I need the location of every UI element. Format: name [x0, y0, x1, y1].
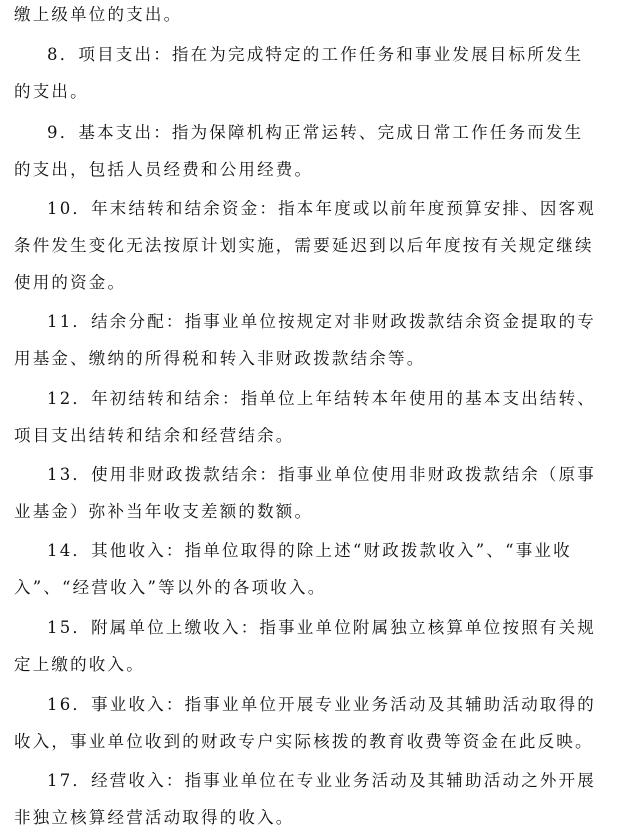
text-line: 项目支出结转和结余和经营结余。 [14, 426, 295, 445]
paragraph-item-16 [14, 686, 608, 760]
text-line: 用基金、缴纳的所得税和转入非财政拨款结余等。 [14, 349, 426, 368]
text-line: 使用的资金。 [14, 273, 127, 292]
paragraph-continuation [14, 0, 608, 33]
text-line: 收入，事业单位收到的财政专户实际核拨的教育收费等资金在此反映。 [14, 732, 594, 751]
paragraph-item-12 [14, 380, 608, 454]
paragraph-item-8 [14, 36, 608, 110]
text-line: 非独立核算经营活动取得的收入。 [14, 808, 295, 827]
text-line: 14．其他收入：指单位取得的除上述“财政拨款收入”、“事业收 [47, 541, 572, 560]
paragraph-item-15 [14, 609, 608, 683]
paragraph-item-11 [14, 303, 608, 377]
text-line: 条件发生变化无法按原计划实施，需要延迟到以后年度按有关规定继续 [14, 236, 594, 255]
text-line: 13．使用非财政拨款结余：指事业单位使用非财政拨款结余（原事 [47, 465, 596, 484]
text-line: 17．经营收入：指事业单位在专业业务活动及其辅助活动之外开展 [47, 771, 596, 790]
text-line: 定上缴的收入。 [14, 655, 145, 674]
text-line: 12．年初结转和结余：指单位上年结转本年使用的基本支出结转、 [47, 389, 596, 408]
text-line: 11．结余分配：指事业单位按规定对非财政拨款结余资金提取的专 [47, 312, 596, 331]
text-line: 的支出。 [14, 82, 89, 101]
text-line: 10．年末结转和结余资金：指本年度或以前年度预算安排、因客观 [47, 199, 596, 218]
text-line: 16．事业收入：指事业单位开展专业业务活动及其辅助活动取得的 [47, 695, 596, 714]
text-line: 缴上级单位的支出。 [14, 5, 183, 24]
text-line: 15．附属单位上缴收入：指事业单位附属独立核算单位按照有关规 [47, 618, 596, 637]
text-line: 业基金）弥补当年收支差额的数额。 [14, 502, 314, 521]
text-line: 的支出，包括人员经费和公用经费。 [14, 160, 314, 179]
text-line: 9．基本支出：指为保障机构正常运转、完成日常工作任务而发生 [47, 123, 584, 142]
text-line: 入”、“经营收入”等以外的各项收入。 [14, 578, 327, 597]
text-line: 8．项目支出：指在为完成特定的工作任务和事业发展目标所发生 [47, 45, 584, 64]
paragraph-item-14 [14, 532, 608, 606]
paragraph-item-13 [14, 456, 608, 530]
paragraph-item-10 [14, 190, 608, 301]
paragraph-item-9 [14, 114, 608, 188]
